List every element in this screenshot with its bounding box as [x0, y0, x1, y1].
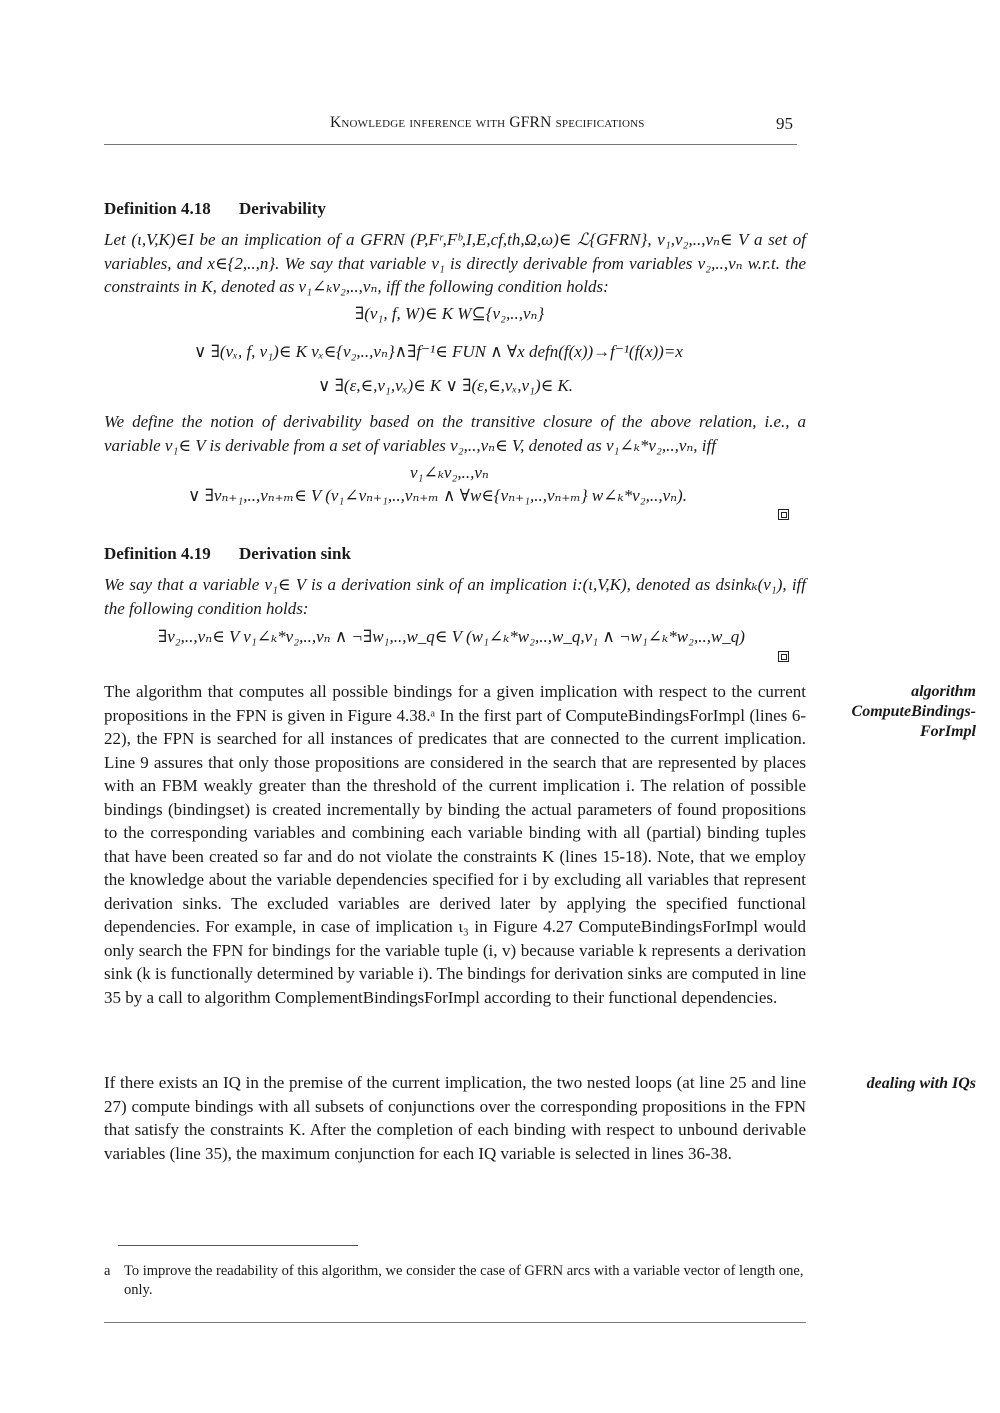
footnote-mark: a [104, 1263, 111, 1279]
definition-heading [104, 544, 351, 564]
margin-note: algorithm ComputeBindings-ForImpl [851, 683, 976, 740]
qed-icon [778, 509, 789, 520]
formula: v₁∠ₖv₂,..,vₙ [410, 463, 489, 482]
margin-note: dealing with IQs [866, 1075, 976, 1092]
formula: ∨ ∃(vₓ, f, v₁)∈ K vₓ∈{v₂,..,vₙ}∧∃f⁻¹∈ FUN ∧ ∀x defn(f(x))→f⁻¹(f(x))=x [194, 342, 683, 361]
footnote-rule [118, 1245, 358, 1246]
definition-number: Definition 4.18 [104, 199, 211, 218]
running-head-text: Knowledge inference with GFRN specifications [330, 114, 645, 131]
formula: ∨ ∃vₙ₊₁,..,vₙ₊ₘ∈ V (v₁∠vₙ₊₁,..,vₙ₊ₘ ∧ ∀w∈{vₙ₊₁,..,vₙ₊ₘ} w∠ₖ*v₂,..,vₙ). [188, 486, 687, 505]
definition-title: Derivation sink [239, 544, 351, 563]
formula: ∃(v₁, f, W)∈ K W⊆{v₂,..,vₙ} [355, 304, 545, 323]
definition-text: Let (ι,V,K)∈I be an implication of a GFRN (P,Fʳ,Fᵇ,I,E,cf,th,Ω,ω)∈ ℒ{GFRN}, v₁,v₂,..,vₙ∈ V a set of variables, and x∈{2,..,n}. We say that variable v₁ is directly derivable from variables v₂,..,vₙ w.r.t. the constraints in K, denoted as v₁∠ₖv₂,..,vₙ, iff the following condition holds: [104, 230, 806, 296]
definition-text: We say that a variable v₁∈ V is a derivation sink of an implication i:(ι,V,K), denoted as dsinkₖ(v₁), iff the following condition holds: [104, 575, 806, 618]
definition-text: We define the notion of derivability based on the transitive closure of the above relation, i.e., a variable v₁∈ V is derivable from a set of variables v₂,..,vₙ∈ V, denoted as v₁∠ₖ*v₂,..,vₙ, iff [104, 412, 806, 455]
running-head [330, 114, 645, 132]
header-rule [104, 144, 797, 145]
definition-title: Derivability [239, 199, 326, 218]
body-paragraph: If there exists an IQ in the premise of the current implication, the two nested loops (at line 25 and line 27) compute bindings with all subsets of conjunctions over the corresponding propositions in the FPN that satisfy the constraints K. After the completion of each binding with respect to unbound derivable variables (line 35), the maximum conjunction for each IQ variable is selected in lines 36-38. [104, 1073, 806, 1163]
footer-rule [104, 1322, 806, 1323]
definition-number: Definition 4.19 [104, 544, 211, 563]
body-paragraph: The algorithm that computes all possible bindings for a given implication with respect to the current propositions in the FPN is given in Figure 4.38.ᵃ In the first part of ComputeBindingsForImpl (lines 6-22), the FPN is searched for all instances of predicates that are connected to the current implication. Line 9 assures that only those propositions are considered in the search that are represented by places with an FBM weakly greater than the threshold of the current implication i. The relation of possible bindings (bindingset) is created incrementally by binding the actual parameters of found propositions to the corresponding variables and combining each variable binding with all (partial) binding tuples that have been created so far and do not violate the constraints K (lines 15-18). Note, that we employ the knowledge about the variable dependencies specified for i by excluding all variables that represent derivation sinks. The excluded variables are derived later by applying the specified functional dependencies. For example, in case of implication ι₃ in Figure 4.27 ComputeBindingsForImpl would only search the FPN for bindings for the variable tuple (i, v) because variable k represents a derivation sink (k is functionally determined by variable i). The bindings for derivation sinks are computed in line 35 by a call to algorithm ComplementBindingsForImpl according to their functional dependencies. [104, 682, 806, 1007]
footnote [104, 1262, 806, 1300]
footnote-text: To improve the readability of this algorithm, we consider the case of GFRN arcs with a variable vector of length one, only. [124, 1263, 804, 1298]
formula: ∃v₂,..,vₙ∈ V v₁∠ₖ*v₂,..,vₙ ∧ ¬∃w₁,..,w_q∈ V (w₁∠ₖ*w₂,..,w_q,v₁ ∧ ¬w₁∠ₖ*w₂,..,w_q) [158, 627, 745, 646]
definition-heading [104, 199, 326, 219]
formula: ∨ ∃(ε,∈,v₁,vₓ)∈ K ∨ ∃(ε,∈,vₓ,v₁)∈ K. [318, 376, 574, 395]
page-number: 95 [776, 114, 793, 133]
qed-icon [778, 651, 789, 662]
